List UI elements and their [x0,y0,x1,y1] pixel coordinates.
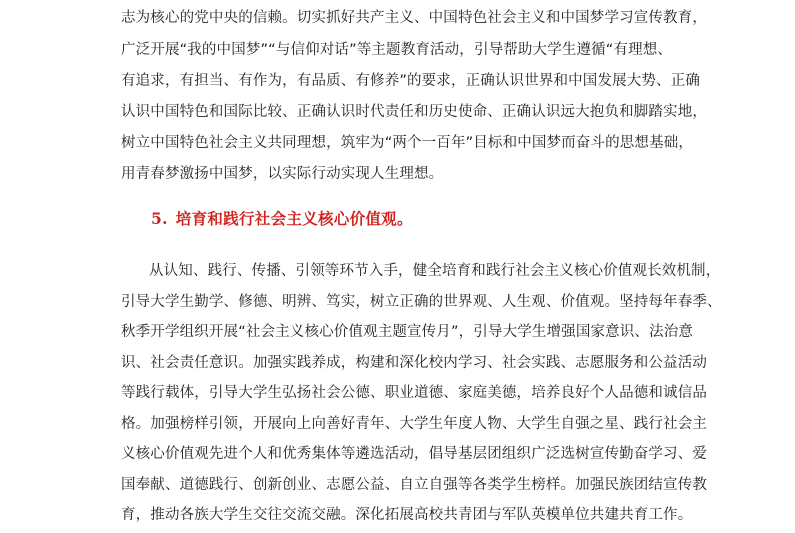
paragraph-2-line-8: 国奉献、道德践行、创新创业、志愿公益、自立自强等各类学生榜样。加强民族团结宣传教 [121,477,707,493]
section-heading [151,208,413,230]
paragraph-2-line-1: 从认知、践行、传播、引领等环节入手，健全培育和践行社会主义核心价值观长效机制， [149,263,721,279]
section-number: 5. [151,209,168,228]
paragraph-2-line-2: 引导大学生勤学、修德、明辨、笃实，树立正确的世界观、人生观、价值观。坚持每年春季、 [121,294,722,310]
paragraph-2-line-3: 秋季开学组织开展“社会主义核心价值观主题宣传月”，引导大学生增强国家意识、法治意 [121,324,694,340]
paragraph-2-line-6: 格。加强榜样引领，开展向上向善好青年、大学生年度人物、大学生自强之星、践行社会主 [121,416,707,432]
paragraph-2-line-4: 识、社会责任意识。加强实践养成，构建和深化校内学习、社会实践、志愿服务和公益活动 [121,355,707,371]
paragraph-1-line-4: 认识中国特色和国际比较、正确认识时代责任和历史使命、正确认识远大抱负和脚踏实地， [121,104,707,120]
section-title: 培育和践行社会主义核心价值观。 [175,209,413,228]
paragraph-1-line-2: 广泛开展“我的中国梦”“与信仰对话”等主题教育活动，引导帮助大学生遵循“有理想、 [121,42,673,58]
paragraph-2-line-9: 育，推动各族大学生交往交流交融。深化拓展高校共青团与军队英模单位共建共育工作。 [121,507,693,523]
paragraph-2-line-5: 等践行载体，引导大学生弘扬社会公德、职业道德、家庭美德，培养良好个人品德和诚信品 [121,385,707,401]
paragraph-1-line-5: 树立中国特色社会主义共同理想，筑牢为“两个一百年”目标和中国梦而奋斗的思想基础， [121,135,694,151]
paragraph-1-line-1: 志为核心的党中央的信赖。切实抓好共产主义、中国特色社会主义和中国梦学习宣传教育， [121,10,707,26]
paragraph-1-line-3: 有追求，有担当、有作为，有品质、有修养”的要求，正确认识世界和中国发展大势、正确 [121,73,701,89]
paragraph-2-line-7: 义核心价值观先进个人和优秀集体等遴选活动，倡导基层团组织广泛选树宣传勤奋学习、爱 [121,446,707,462]
paragraph-1-line-6: 用青春梦激扬中国梦，以实际行动实现人生理想。 [121,166,444,182]
